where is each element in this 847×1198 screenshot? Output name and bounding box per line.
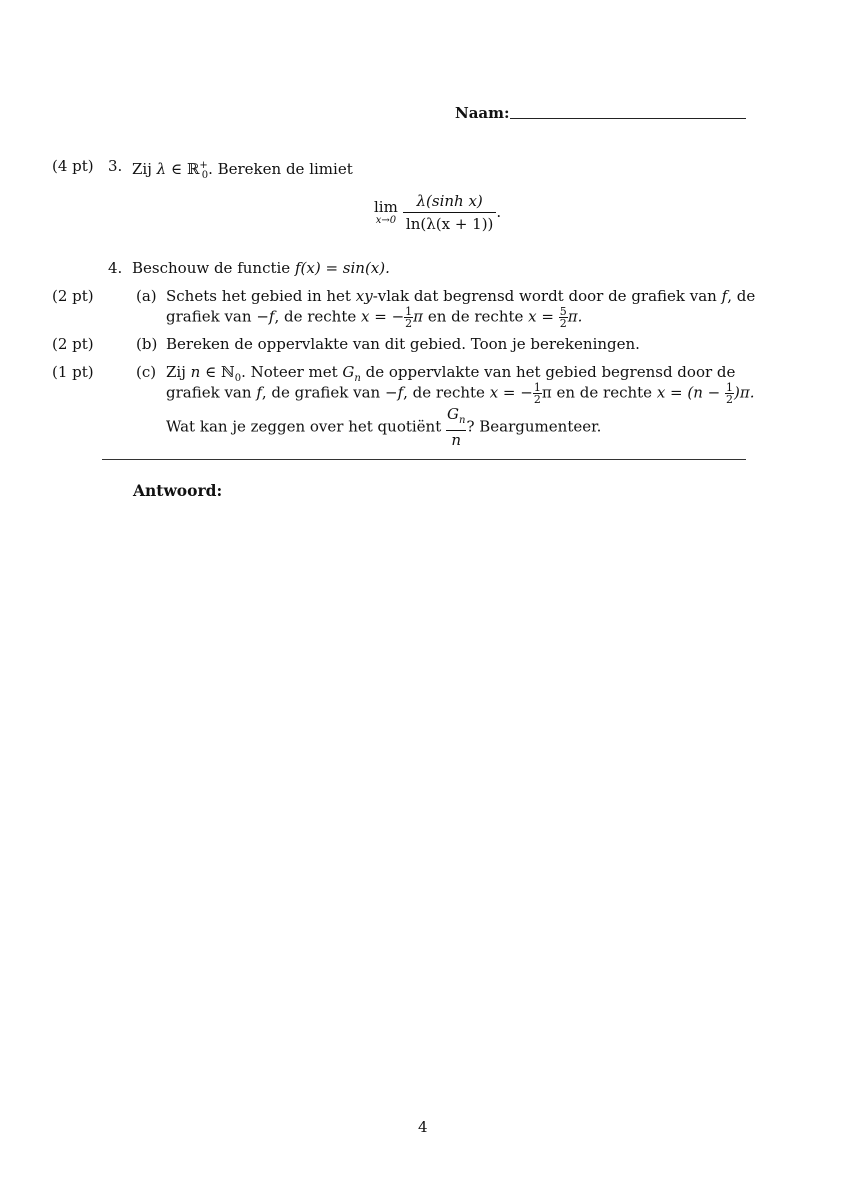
q4c-label: (c): [136, 363, 157, 381]
q4c-line1: Zij n ∈ ℕ$_0$. Noteer met $G_n$ de oppervlakte van het gebied begrensd door de: [166, 363, 736, 384]
q4a-line2: grafiek van −f, de rechte x = − $\frac{1}{2}$ π en de rechte x = $\frac{5}{2}$ π.: [166, 305, 583, 330]
name-input-line[interactable]: [510, 118, 746, 119]
limit-denominator: ln(λ(x + 1)): [405, 215, 494, 233]
q4b-points: (2 pt): [52, 335, 94, 353]
limit-expression: lim x→0 $\frac{\text{λ(sinh x)}}{\ln(\lambda(x + 1))}$ .: [374, 192, 502, 233]
q4-intro: Beschouw de functie f(x) = sin(x).: [132, 259, 390, 277]
page-number: 4: [418, 1118, 428, 1136]
q4c-line3: Wat kan je zeggen over het quotiënt $\frac{G_n}{n}$ ? Beargumenteer.: [166, 405, 602, 449]
q4c-points: (1 pt): [52, 363, 94, 381]
q4-number: 4.: [108, 259, 123, 277]
gn-over-n-fraction: $\frac{G_n}{n}$: [447, 405, 466, 449]
q3-number: 3.: [108, 157, 123, 175]
lim-operator: lim x→0: [374, 198, 398, 226]
q4a-label: (a): [136, 287, 157, 305]
answer-label: Antwoord:: [133, 481, 223, 500]
q4a-points: (2 pt): [52, 287, 94, 305]
section-divider: [102, 459, 746, 460]
limit-numerator: λ(sinh x): [403, 192, 496, 213]
limit-fraction: [403, 192, 496, 233]
q4c-line2: grafiek van f, de grafiek van −f, de rechte x = − $\frac{1}{2}$ π en de rechte x = (n − $\frac{1}{2}$ )π.: [166, 381, 755, 406]
q3-statement: Zij λ ∈ ℝ+$_0$. Bereken de limiet: [132, 160, 353, 181]
q4b-label: (b): [136, 335, 158, 353]
q3-points: (4 pt): [52, 157, 94, 175]
name-label: Naam:: [455, 104, 510, 122]
answer-area[interactable]: [102, 510, 746, 1090]
q4a-line1: Schets het gebied in het xy-vlak dat begrensd wordt door de grafiek van f, de: [166, 287, 756, 305]
q4b-text: Bereken de oppervlakte van dit gebied. Toon je berekeningen.: [166, 335, 640, 353]
